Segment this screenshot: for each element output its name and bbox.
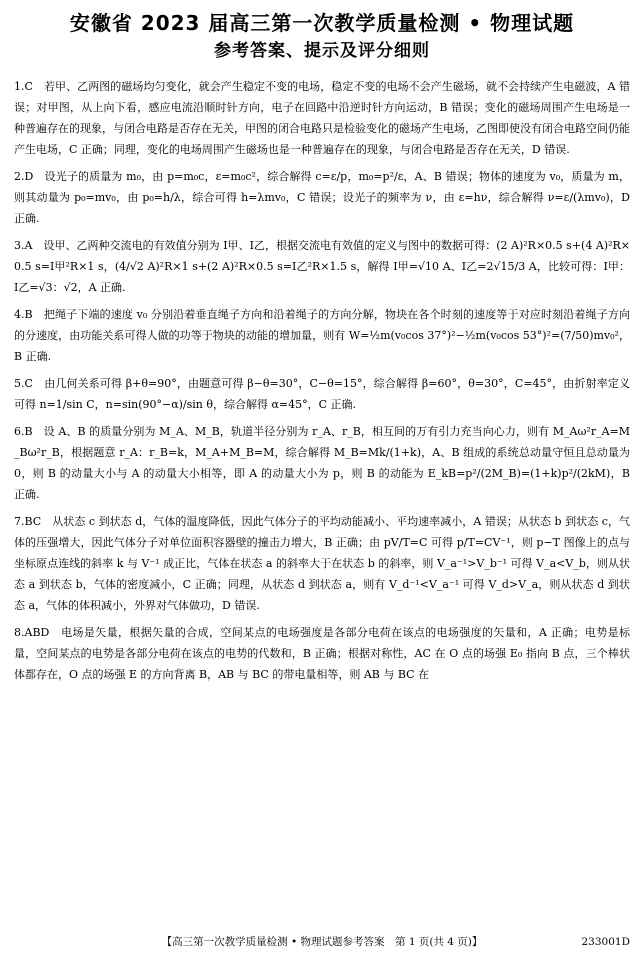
answer-8: 8.ABD 电场是矢量，根据矢量的合成，空间某点的电场强度是各部分电荷在该点的电场强度的矢量和，A 正确；电势是标量，空间某点的电势是各部分电荷在该点的电势的代数和，B 正确；根据对称性，AC 在 O 点的场强 E₀ 指向 B 点，三个棒状体都存在，O 点的场强 E 的方向背离 B，AB 与 BC 的带电量相等，则 AB 与 BC 在: [14, 626, 630, 681]
page-footer: [0, 934, 644, 950]
answer-7: 7.BC 从状态 c 到状态 d，气体的温度降低，因此气体分子的平均动能减小、平均速率减小，A 错误；从状态 b 到状态 c，气体的压强增大，因此气体分子对单位面积容器壁的撞击力增大，B 正确；由 pV/T=C 可得 p/T=CV⁻¹，则 p−T 图像上的点与坐标原点连线的斜率 k 与 V⁻¹ 成正比，气体在状态 a 的斜率大于在状态 b 的斜率，则 V_a⁻¹>V_b⁻¹ 可得 V_a<V_b，则从状态 a 到状态 b，气体的密度减小，C 正确；同理，从状态 d 到状态 a，则有 V_d⁻¹<V_a⁻¹ 可得 V_d>V_a，则从状态 d 到状态 a，气体的体积减小，外界对气体做功，D 错误.: [14, 515, 630, 612]
page-subtitle: 参考答案、提示及评分细则: [214, 41, 430, 61]
answer-3: 3.A 设甲、乙两种交流电的有效值分别为 I甲、I乙，根据交流电有效值的定义与图中的数据可得：(2 A)²R×0.5 s+(4 A)²R×0.5 s=I甲²R×1 s，(4/√2 A)²R×1 s+(2 A)²R×0.5 s=I乙²R×1.5 s，解得 I甲=√10 A、I乙=2√15/3 A，比较可得：I甲：I乙=√3：√2，A 正确.: [14, 239, 630, 294]
answer-2: 2.D 设光子的质量为 m₀，由 p=m₀c，ε=m₀c²，综合解得 c=ε/p，m₀=p²/ε，A、B 错误；物体的速度为 v₀，质量为 m，则其动量为 p₀=mv₀，由 p₀=h/λ，综合可得 h=λmv₀，C 错误；设光子的频率为 ν，由 ε=hν，综合解得 ν=ε/(λmv₀)，D 正确.: [14, 170, 630, 225]
answer-6: 6.B 设 A、B 的质量分别为 M_A、M_B，轨道半径分别为 r_A、r_B，相互间的万有引力充当向心力，则有 M_Aω²r_A=M_Bω²r_B，根据题意 r_A：r_B=k，M_A+M_B=M，综合解得 M_B=Mk/(1+k)，A、B 组成的系统总动量守恒且总动量为 0，则 B 的动量大小与 A 的动量大小相等，即 A 的动量大小为 p，则 B 的动能为 E_kB=p²/(2M_B)=(1+k)p²/(2kM)，B 正确.: [14, 425, 630, 501]
footer-code: 233001D: [581, 936, 630, 948]
answer-4: 4.B 把绳子下端的速度 v₀ 分别沿着垂直绳子方向和沿着绳子的方向分解，物块在各个时刻的速度等于对应时刻沿着绳子方向的分速度，由功能关系可得人做的功等于物块的动能的增加量，则有 W=½m(v₀cos 37°)²−½m(v₀cos 53°)²=(7/50)mv₀²，B 正确.: [14, 308, 630, 363]
answer-5: 5.C 由几何关系可得 β+θ=90°，由题意可得 β−θ=30°，C−θ=15°，综合解得 β=60°，θ=30°，C=45°，由折射率定义可得 n=1/sin C，n=sin(90°−α)/sin θ，综合解得 α=45°，C 正确.: [14, 377, 630, 411]
footer-page-info: 【高三第一次教学质量检测 • 物理试题参考答案 第 1 页(共 4 页)】: [161, 936, 483, 948]
answer-1: 1.C 若甲、乙两图的磁场均匀变化，就会产生稳定不变的电场，稳定不变的电场不会产生磁场，就不会持续产生电磁波，A 错误；对甲图，从上向下看，感应电流沿顺时针方向，电子在回路中沿逆时针方向运动，B 错误；变化的磁场周围产生电场是一种普遍存在的现象，与闭合电路是否存在无关，甲图的闭合电路只是检验变化的磁场产生电场，乙图即使没有闭合电路空间仍能产生电场，C 正确；同理，变化的电场周围产生磁场也是一种普遍存在的现象，与闭合电路是否存在无关，D 错误.: [14, 80, 630, 156]
page-title: 安徽省 2023 届高三第一次教学质量检测 • 物理试题: [69, 11, 575, 35]
